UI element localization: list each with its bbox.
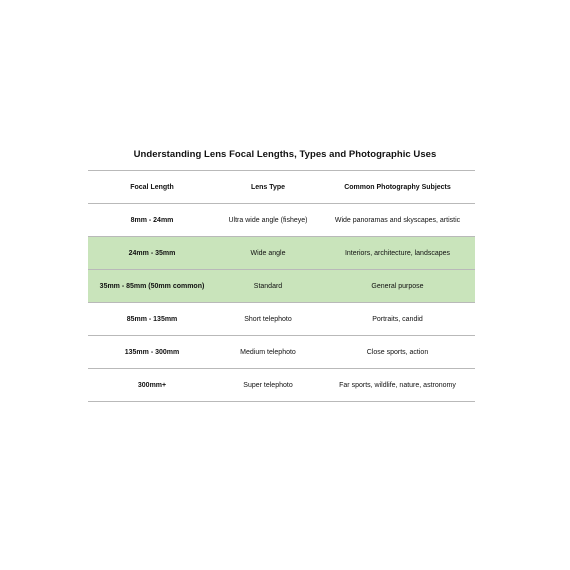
table-row bbox=[88, 237, 475, 270]
focal-length-cell: 24mm - 35mm bbox=[128, 249, 176, 257]
subjects-cell: Interiors, architecture, landscapes bbox=[344, 249, 451, 257]
table-header-row bbox=[88, 171, 475, 204]
header-subjects: Common Photography Subjects bbox=[344, 183, 451, 191]
table-row bbox=[88, 303, 475, 336]
header-focal-length: Focal Length bbox=[130, 183, 174, 191]
header-lens-type: Lens Type bbox=[250, 183, 286, 191]
subjects-cell: Far sports, wildlife, nature, astronomy bbox=[339, 381, 456, 389]
subjects-cell: Portraits, candid bbox=[372, 315, 423, 323]
focal-length-table bbox=[88, 170, 475, 402]
table-row bbox=[88, 204, 475, 237]
subjects-cell: Wide panoramas and skyscapes, artistic bbox=[334, 216, 461, 224]
lens-type-cell: Super telephoto bbox=[243, 381, 293, 389]
table-title: Understanding Lens Focal Lengths, Types and Photographic Uses bbox=[133, 149, 437, 160]
focal-length-cell: 8mm - 24mm bbox=[130, 216, 174, 224]
lens-type-cell: Wide angle bbox=[250, 249, 286, 257]
table-row bbox=[88, 369, 475, 402]
lens-type-cell: Standard bbox=[253, 282, 283, 290]
subjects-cell: Close sports, action bbox=[366, 348, 429, 356]
lens-type-cell: Ultra wide angle (fisheye) bbox=[228, 216, 308, 224]
focal-length-cell: 85mm - 135mm bbox=[126, 315, 178, 323]
focal-length-cell: 35mm - 85mm (50mm common) bbox=[99, 282, 205, 290]
focal-length-cell: 135mm - 300mm bbox=[124, 348, 180, 356]
table-row bbox=[88, 270, 475, 303]
subjects-cell: General purpose bbox=[371, 282, 424, 290]
table-row bbox=[88, 336, 475, 369]
focal-length-cell: 300mm+ bbox=[137, 381, 167, 389]
lens-type-cell: Short telephoto bbox=[244, 315, 292, 323]
lens-type-cell: Medium telephoto bbox=[240, 348, 296, 356]
